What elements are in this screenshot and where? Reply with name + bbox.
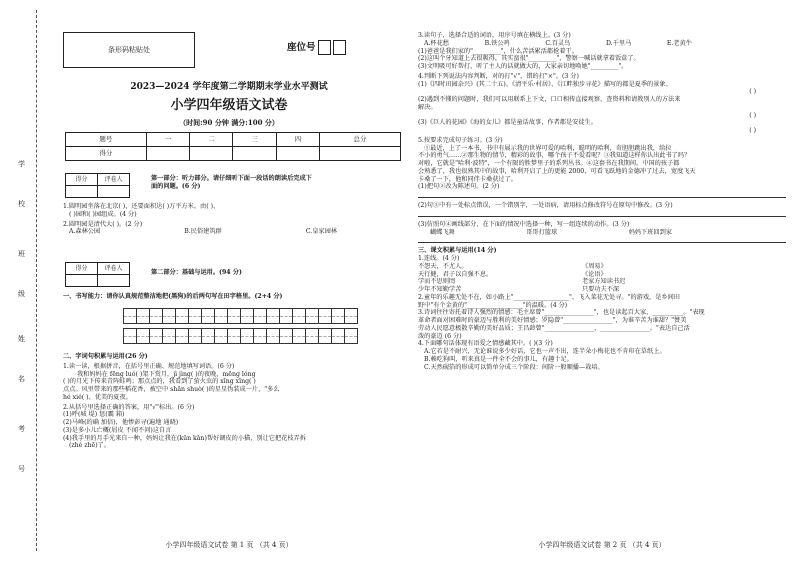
match-row — [418, 286, 668, 294]
score-cell[interactable] — [233, 147, 276, 161]
score-header: 题号 — [66, 133, 147, 147]
binding-margin — [0, 0, 50, 561]
grid-cell[interactable] — [123, 308, 137, 324]
text-line: 劳动人民愿意极散辛勤的美好品质；王昌龄曾"________________，________________。"表达自己活 — [418, 324, 690, 332]
score-header: 一 — [146, 133, 189, 147]
score-cell[interactable] — [146, 147, 189, 161]
text-line: (3)仿照句④画线部分，在下面的情况中选择一种，写一组连续的动作。(3 分) — [418, 220, 630, 228]
margin-label: 考 — [18, 425, 25, 433]
page-1 — [55, 10, 403, 550]
grid-cell[interactable] — [188, 308, 202, 324]
text-line: 我和妈妈在 fēng luó( )架下赏月，jì jìng( )的夜晚，mēng lóng — [77, 370, 256, 378]
q3-options — [418, 40, 698, 48]
listening-questions — [63, 203, 401, 236]
text-line: 2.从括号里选择正确的答案，用"√"标出。(6 分) — [63, 403, 195, 411]
grader-cell[interactable] — [98, 275, 130, 287]
text-line: (1)呼(城 堤) 惩(霸 箱) — [63, 411, 125, 419]
margin-label: 名 — [18, 375, 25, 383]
text-line: hé xié( )、优美的夏夜。 — [63, 393, 132, 401]
option[interactable]: C.百灵鸟 — [545, 39, 571, 47]
text-line: (3)文明吸可好帮打，听了主人的话就做大的，大家亲切地唤她"_________"。 — [418, 63, 628, 70]
option[interactable]: B.民俗建筑群 — [184, 228, 222, 236]
text-line: 革命者面对困难时的豪迈与胜利的美好情感；罗隐曾"________________"，为谁辛苦为谁甜？"赞美 — [418, 317, 687, 324]
barcode-area: 条形码粘贴处 — [63, 32, 195, 68]
cut-line — [36, 10, 37, 551]
grader-box — [65, 262, 130, 287]
option[interactable]: D.千里马 — [606, 39, 632, 47]
text-line: (2)马峰(的确 加倍)，他惨彭寻(遍地 通晓) — [63, 419, 179, 426]
text-line: (zhé zhē)了。 — [69, 442, 110, 450]
match-row — [418, 271, 668, 279]
grid-cell[interactable] — [266, 328, 280, 344]
grid-cell[interactable] — [266, 308, 280, 324]
score-cell[interactable] — [190, 147, 233, 161]
seat-number — [287, 40, 346, 55]
score-header: 三 — [233, 133, 276, 147]
seat-box[interactable] — [318, 40, 331, 55]
option[interactable]: A.森林公园 — [69, 228, 101, 236]
passage-line: 对啦，它就是"哈利·波特"，一个有限的胜梦里子的系列丛书。④这套书在我期间，中国的孩子都 — [418, 160, 680, 167]
grader-name-label: 评卷人 — [98, 174, 130, 186]
score-cell[interactable] — [320, 147, 401, 161]
choice[interactable]: 蝴蝶飞舞 — [430, 228, 455, 236]
grader-name-label: 评卷人 — [98, 263, 130, 275]
page-footer: 小学四年级语文试卷 第 2 页 （共 4 页） — [538, 541, 666, 550]
score-cell[interactable] — [276, 147, 319, 161]
grid-cell[interactable] — [149, 308, 163, 324]
option-line[interactable]: A.它若是不耐兴，无论谁说多少好话，它也一声不出，连半朵小梅花也不肯印在草纸上。 — [424, 348, 666, 355]
match-left[interactable]: 学而不思则罔 — [418, 278, 456, 286]
section2-heading: 二、字词句积累与运用(26 分) — [63, 353, 148, 360]
grid-cell[interactable] — [175, 308, 189, 324]
grid-cell[interactable] — [214, 328, 228, 344]
part1-heading — [151, 175, 401, 191]
q2-options — [63, 228, 343, 236]
passage-line: 不小的勇气……②那生物的情节，精彩的故事，哪个孩子不爱看呢？③我知道这样你认出此书了吗？ — [418, 152, 691, 160]
grid-cell[interactable] — [292, 308, 306, 324]
seat-box[interactable] — [333, 40, 346, 55]
part2-heading: 第二部分：基础与运用。(94 分) — [151, 269, 242, 276]
section1-heading: 一、书写能力：请你认真规范整洁地把(黑狗)的后两句写在田字格里。(2+4 分) — [63, 293, 283, 300]
writing-grid-row[interactable] — [123, 328, 357, 344]
exam-subtitle: 2023—2024 学年度第二学期期末学业水平测试 — [130, 82, 328, 92]
grader-cell[interactable] — [98, 186, 130, 198]
answer-line[interactable] — [418, 242, 786, 243]
text-line: (3)是多小儿亡概(屑皮 不闻不问)这自言 — [63, 426, 172, 434]
q5-choices — [418, 229, 678, 237]
grid-cell[interactable] — [279, 328, 293, 344]
text-line: (1)爸爸是我们家的"_________"，什么苦活累活都抢着干。 — [418, 47, 578, 55]
section2 — [63, 353, 401, 450]
match-row — [418, 263, 668, 271]
grid-cell[interactable] — [227, 328, 241, 344]
answer-paren[interactable]: ( ) — [749, 127, 756, 134]
text-line: 泼的豪迈 (6 分) — [418, 332, 462, 340]
text-line: 3.诗词往往寄托着诗人强烈的情感：毛主席曾"________________"，也是读起百大家，__________。"表现 — [418, 309, 705, 317]
grid-cell[interactable] — [292, 328, 306, 344]
text-line: (2)遇到不懂的问题时，我们可以用联系上下文，口口相传直接观察、查资料和请教别人的方法来 — [418, 96, 681, 103]
passage-line: 卡桑了一下，他和同伴卡桑获过了。 — [418, 175, 517, 183]
score-header: 四 — [276, 133, 319, 147]
passage-line: 会熟悉了，我也很熟其中的故事，哈利开启了上的更能 2000，可看飞跃地的金德冲了过去，宽度飞天 — [418, 167, 696, 175]
page-footer: 小学四年级语文试卷 第 1 页 （共 4 页） — [165, 541, 293, 550]
text-line: 2.圆明园是清代大( )。(2 分) — [63, 220, 143, 228]
score-header: 二 — [190, 133, 233, 147]
text-line: (4)我手里的月手光来自一种，妈妈让我在(kūn kān)帮好调皮的小猫，别让它把花枝弄拆 — [63, 434, 306, 442]
grid-cell[interactable] — [123, 328, 137, 344]
text-line: 1.读一读，根据拼音，在括号里正确、规范地填写词语。(6 分) — [63, 362, 235, 370]
text-line: (3)《巨人的花园》《海的女儿》都是童话故事，作者都是安徒生。 — [418, 119, 597, 127]
grid-cell[interactable] — [136, 328, 150, 344]
match-left[interactable]: 不怨天，不尤人。 — [418, 262, 468, 270]
grid-cell[interactable] — [305, 308, 319, 324]
text-line: 3.读句子，选择合适的词语，用序号填在横线上。(3 分) — [418, 32, 571, 39]
margin-label: 号 — [18, 465, 25, 473]
match-right[interactable]: 只要功夫不深 — [582, 286, 620, 293]
score-row-label: 得分 — [66, 147, 147, 161]
option[interactable]: A.杯花愁 — [424, 39, 449, 47]
grid-cell[interactable] — [240, 308, 254, 324]
match-right[interactable]: 《论语》 — [582, 270, 607, 278]
grader-score-label: 得分 — [66, 174, 98, 186]
text-line: 1.连线。(4 分) — [418, 255, 460, 262]
grid-cell[interactable] — [318, 328, 332, 344]
text-line: 2.童年的乐趣无处不在，如小路上"__________________"、飞入菜花无处寻。"的游戏，是乡间田 — [418, 293, 680, 301]
match-right[interactable]: 《周易》 — [582, 262, 607, 270]
grid-cell[interactable] — [344, 308, 358, 324]
text-line: 第一部分：听力部分。请仔细听下面一段话的朗读后完成下 — [151, 175, 312, 182]
answer-line[interactable] — [418, 197, 786, 198]
grid-cell[interactable] — [344, 328, 358, 344]
grid-cell[interactable] — [253, 308, 267, 324]
text-line: ( )园和( )园组成。(4 分) — [69, 210, 137, 218]
option-line[interactable]: B.赖吃狗叫，听来真是一件全不会的事儿，有趣十足。 — [424, 355, 573, 363]
option[interactable]: B.铁公鸡 — [484, 39, 510, 47]
grader-score-label: 得分 — [66, 263, 98, 275]
text-line: 4.下面哪句话体现有语爱之情感藏其中。( )(3 分) — [418, 340, 553, 348]
text-line: 1.圆明园坐落在北京( )，还要面积达( )万平方米。由( )、 — [63, 203, 220, 210]
answer-paren[interactable]: ( ) — [749, 111, 756, 119]
section3-heading: 三、课文积累与运用(14 分) — [418, 247, 497, 255]
grid-cell[interactable] — [279, 308, 293, 324]
grid-cell[interactable] — [227, 308, 241, 324]
text-line: 面的问题。(6 分) — [151, 182, 201, 190]
grid-cell[interactable] — [136, 308, 150, 324]
text-line: ( )的月光下传来青阵蛙鸣；那点点的，我看到了萤火虫的 xīng xīng( ) — [63, 378, 256, 386]
option-line[interactable]: C.天然砚箔的形成可以简单分成三个阶段：间阶一般顺播—栽培。 — [424, 363, 604, 371]
grid-cell[interactable] — [175, 328, 189, 344]
match-right[interactable]: 老家方知读书迟 — [582, 278, 626, 286]
grader-cell[interactable] — [66, 186, 98, 198]
score-header: 总分 — [320, 133, 401, 147]
match-left[interactable]: 天行健，君子以自强不息。 — [418, 270, 493, 278]
margin-label: 班 — [18, 250, 25, 258]
exam-time: （时间:90 分钟 满分:100 分） — [179, 118, 279, 127]
score-table — [65, 132, 401, 161]
margin-label: 校 — [18, 200, 25, 208]
exam-title: 小学四年级语文试卷 — [170, 98, 288, 113]
grid-cell[interactable] — [318, 308, 332, 324]
passage-line: ①最近，上了一本书，书中有展示我的世界可爱的哈利，聪明的哈利，奇胆胆跳出我，给拉 — [424, 144, 672, 152]
text-line: 点点。风里带来的那些稻花香，被空中 shān shuò( )的星星伪装成一片，"多么 — [63, 386, 280, 393]
text-line: (1)把句②改为陈述句。(2 分) — [418, 183, 500, 191]
text-line: (1)《四时田园杂兴》(其二十五)、《清平乐·村居》、《江畔独步寻花》描写的都是夏季的景象。 — [418, 80, 672, 88]
grid-cell[interactable] — [201, 328, 215, 344]
option[interactable]: E.老黄牛 — [666, 39, 692, 47]
text-line: 解决。 — [418, 103, 437, 111]
match-row — [418, 278, 668, 286]
answer-paren[interactable]: ( ) — [749, 88, 756, 96]
text-line: 4.判断下列说法内容判断，对的打"√"，错的打"×"。(3 分) — [418, 72, 579, 80]
grid-cell[interactable] — [188, 328, 202, 344]
grid-cell[interactable] — [162, 328, 176, 344]
grid-cell[interactable] — [331, 328, 345, 344]
grid-cell[interactable] — [240, 328, 254, 344]
writing-grid-row[interactable] — [123, 308, 357, 324]
text-line: (2)这叫个牙知道上去很吸得，其实蛮很"_________"，警察一喊话就拿着饭盒了。 — [418, 55, 640, 63]
choice[interactable]: 妈妈下班回到家 — [628, 228, 672, 236]
grid-cell[interactable] — [214, 308, 228, 324]
text-line: 5.按要求完成句子练习。(3 分) — [418, 136, 503, 144]
choice[interactable]: 哥哥打篮球 — [526, 228, 558, 236]
seat-label: 座位号 — [287, 41, 316, 53]
grid-cell[interactable] — [201, 308, 215, 324]
matching-list — [418, 263, 786, 294]
grader-cell[interactable] — [66, 275, 98, 287]
text-line: (2)句③中有一处标点错误，一个错别字，一处语病，请用标点修改符号在原句中修改。(3 分) — [418, 202, 673, 209]
grid-cell[interactable] — [253, 328, 267, 344]
margin-label: 姓 — [18, 335, 25, 343]
grid-cell[interactable] — [162, 308, 176, 324]
grid-cell[interactable] — [149, 328, 163, 344]
margin-label: 级 — [18, 290, 25, 298]
grader-box — [65, 173, 130, 198]
answer-line[interactable] — [418, 216, 786, 217]
match-left[interactable]: 少年不知勤学苦 — [418, 286, 462, 293]
grid-cell[interactable] — [331, 308, 345, 324]
margin-label: 学 — [18, 160, 25, 168]
grid-cell[interactable] — [305, 328, 319, 344]
page-2 — [418, 10, 786, 550]
option[interactable]: C.皇家园林 — [305, 228, 337, 236]
text-line: 野中"有个金黄的"__________________"的温暖。(4 分) — [418, 301, 568, 309]
page2-content — [418, 32, 786, 371]
